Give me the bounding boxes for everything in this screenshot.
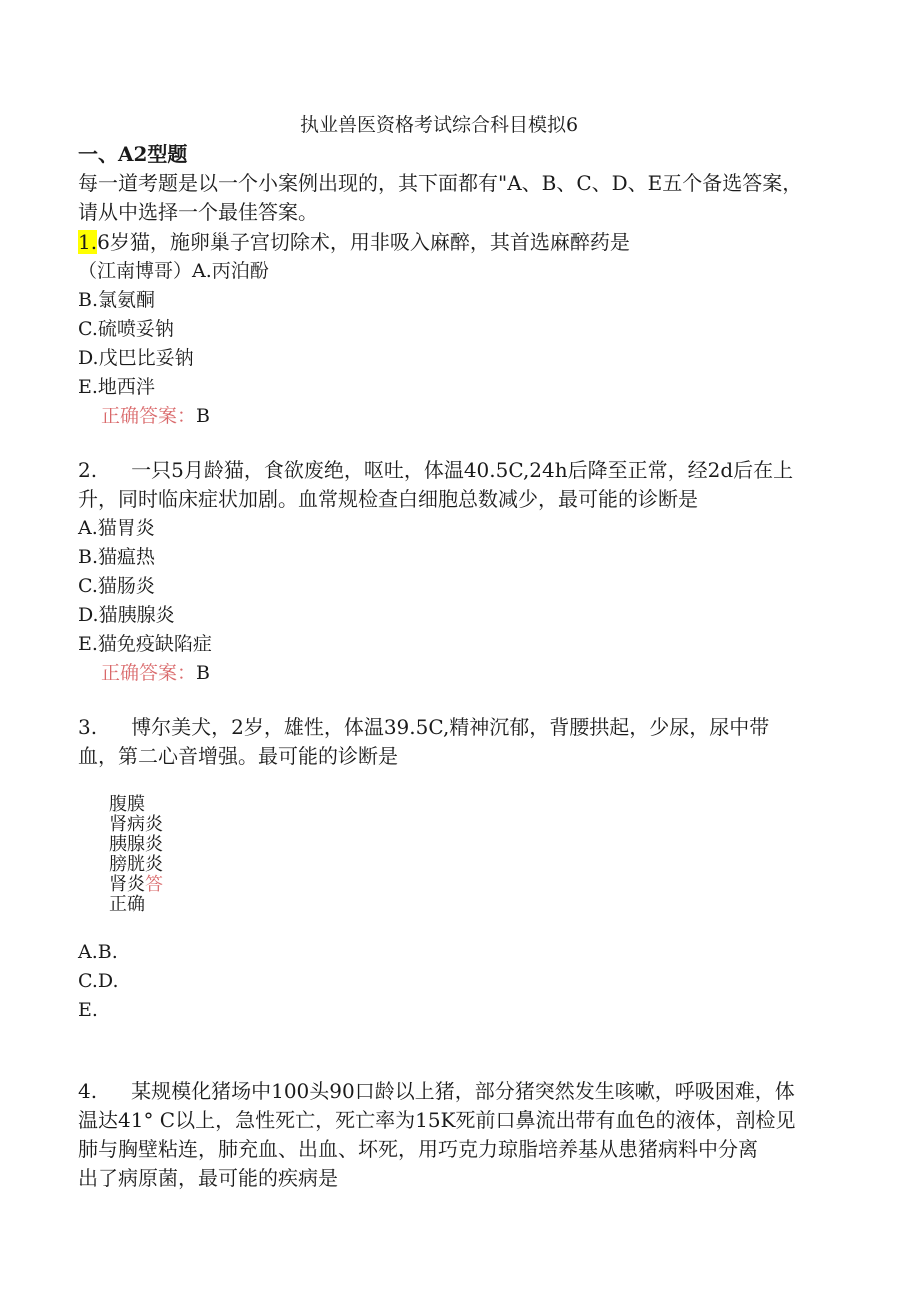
question-2-stem-line-1 bbox=[78, 458, 793, 482]
question-3-stem-text-1: 博尔美犬，2岁，雄性，体温39.5C,精神沉郁，背腰拱起，少尿，尿中带 bbox=[131, 715, 770, 739]
answer-value: B bbox=[196, 662, 210, 684]
section-heading: 一、A2型题 bbox=[78, 142, 188, 166]
instructions-line-1: 每一道考题是以一个小案例出现的，其下面都有"A、B、C、D、E五个备选答案， bbox=[78, 171, 803, 195]
question-1-option-b: B.氯氨酮 bbox=[78, 289, 156, 311]
question-2-number: 2. bbox=[78, 458, 98, 482]
question-2-option-c: C.猫肠炎 bbox=[78, 575, 155, 597]
question-3-options-ab: A.B. bbox=[78, 941, 118, 963]
question-3-stem-line-1 bbox=[78, 715, 769, 739]
instructions-line-2: 请从中选择一个最佳答案。 bbox=[78, 200, 318, 224]
document-title: 执业兽医资格考试综合科目模拟6 bbox=[300, 114, 579, 136]
scrambled-line: 胰腺炎 bbox=[109, 834, 163, 855]
question-4-stem-line-4: 出了病原菌，最可能的疾病是 bbox=[78, 1166, 338, 1190]
question-4-number: 4. bbox=[78, 1079, 98, 1103]
question-1-option-e: E.地西泮 bbox=[78, 376, 155, 398]
question-1-option-c: C.硫喷妥钠 bbox=[78, 318, 174, 340]
answer-label: 正确答案： bbox=[101, 662, 197, 684]
scrambled-line: 膀胱炎 bbox=[109, 854, 163, 875]
scrambled-text: 肾炎 bbox=[109, 874, 145, 895]
question-2-stem-text-1: 一只5月龄猫，食欲废绝，呕吐，体温40.5C,24h后降至正常，经2d后在上 bbox=[131, 458, 794, 482]
question-1-stem-line-2: （江南博哥）A.丙泊酚 bbox=[78, 260, 269, 282]
answer-value: B bbox=[196, 405, 210, 427]
question-2-option-d: D.猫胰腺炎 bbox=[78, 604, 175, 626]
question-2-stem-line-2: 升，同时临床症状加剧。血常规检查白细胞总数减少，最可能的诊断是 bbox=[78, 487, 698, 511]
question-1-answer bbox=[101, 404, 210, 428]
question-2-option-b: B.猫瘟热 bbox=[78, 546, 156, 568]
question-1-stem-line-1: 6岁猫，施卵巢子宫切除术，用非吸入麻醉，其首选麻醉药是 bbox=[97, 230, 630, 254]
question-3-scrambled-options bbox=[109, 795, 163, 915]
scrambled-line-with-answer bbox=[109, 875, 163, 895]
question-3-options-cd: C.D. bbox=[78, 970, 119, 992]
question-1-option-d: D.戊巴比妥钠 bbox=[78, 347, 194, 369]
scrambled-answer-fragment: 答 bbox=[145, 874, 163, 895]
question-4-stem-line-1 bbox=[78, 1079, 795, 1103]
question-3-number: 3. bbox=[78, 715, 98, 739]
question-1-stem bbox=[78, 230, 630, 254]
question-3-option-e: E. bbox=[78, 999, 98, 1021]
question-2-option-a: A.猫胃炎 bbox=[78, 517, 155, 539]
question-4-stem-line-3: 肺与胸壁粘连，肺充血、出血、坏死，用巧克力琼脂培养基从患猪病料中分离 bbox=[78, 1137, 758, 1161]
question-4-stem-line-2: 温达41° C以上，急性死亡，死亡率为15K死前口鼻流出带有血色的液体，剖检见 bbox=[78, 1108, 796, 1132]
question-1-number: 1. bbox=[78, 230, 98, 254]
scrambled-line: 腹膜 bbox=[109, 794, 145, 815]
answer-label: 正确答案： bbox=[101, 405, 197, 427]
question-4-stem-text-1: 某规模化猪场中100头90口龄以上猪，部分猪突然发生咳嗽，呼吸困难，体 bbox=[131, 1079, 795, 1103]
question-2-option-e: E.猫免疫缺陷症 bbox=[78, 633, 212, 655]
question-2-answer bbox=[101, 661, 210, 685]
scrambled-line: 肾病炎 bbox=[109, 814, 163, 835]
question-3-stem-line-2: 血，第二心音增强。最可能的诊断是 bbox=[78, 744, 398, 768]
scrambled-line: 正确 bbox=[109, 894, 145, 915]
